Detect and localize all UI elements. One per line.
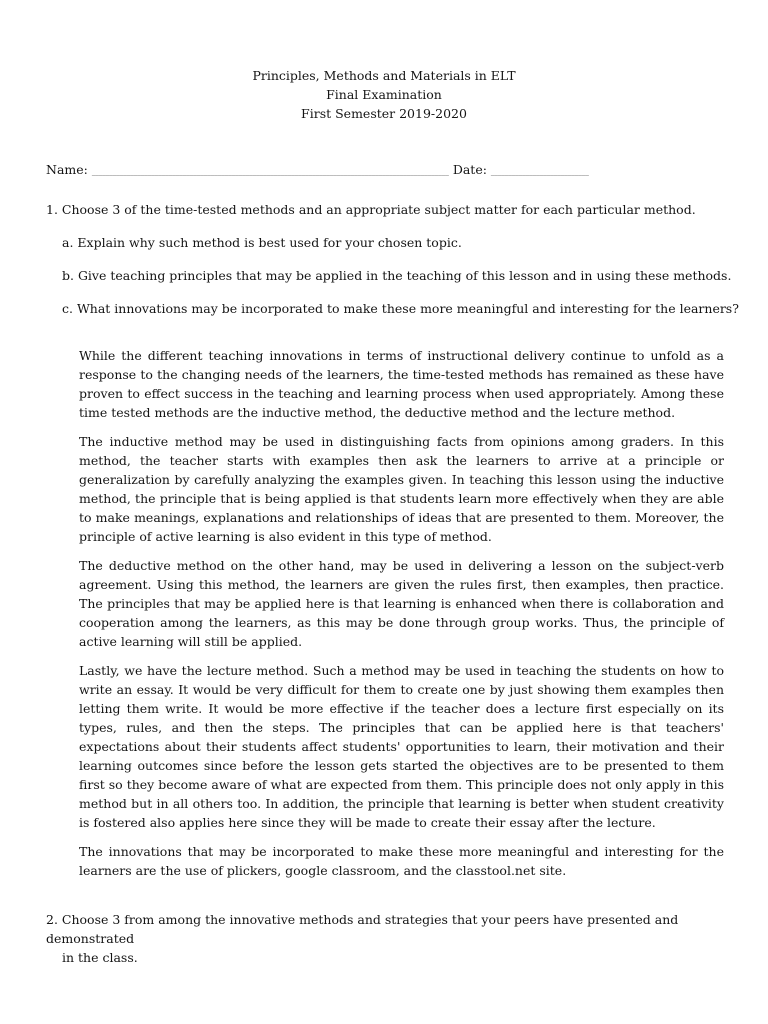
answer-paragraph: The deductive method on the other hand, may be used in delivering a lesson on the subject-verb agreement. Using this method, the learners are given the rules first, then examples, then practice. The principles that may be applied here is that learning is enhanced when there is collaboration and cooperation among the learners, as this may be done through group works. Thus, the principle of active learning will still be applied. (79, 558, 724, 649)
course-title: Principles, Methods and Materials in ELT (252, 68, 516, 83)
answer-paragraph: The innovations that may be incorporated to make these more meaningful and interesting for the learners are the use of plickers, google classroom, and the classtool.net site. (79, 844, 724, 878)
question-1c: c. What innovations may be incorporated to make these more meaningful and interesting for the learners? (62, 301, 739, 316)
exam-header (0, 66, 768, 123)
date-field[interactable]: ____________________________ (490, 168, 589, 176)
exam-title: Final Examination (326, 87, 442, 102)
answer-paragraph: Lastly, we have the lecture method. Such a method may be used in teaching the students on how to write an essay. It would be very difficult for them to create one by just showing them examples then letting them write. It would be more effective if the teacher does a lecture first especially on its types, rules, and then the steps. The principles that can be applied here is that teachers' expectations about their students affect students' opportunities to learn, their motivation and their learning outcomes since before the lesson gets started the objectives are to be presented to them first so they become aware of what are expected from them. This principle does not only apply in this method but in all others too. In addition, the principle that learning is better when student creativity is fostered also applies here since they will be made to create their essay after the lecture. (79, 663, 724, 830)
name-label: Name: (46, 162, 88, 177)
question-2 (46, 910, 726, 967)
date-label: Date: (452, 162, 487, 177)
question-1b: b. Give teaching principles that may be applied in the teaching of this lesson and in using these methods. (62, 268, 732, 283)
name-date-row (46, 162, 686, 177)
question-2-line1: 2. Choose 3 from among the innovative methods and strategies that your peers have presented and demonstrated (46, 912, 679, 946)
answer-paragraph: While the different teaching innovations in terms of instructional delivery continue to unfold as a response to the changing needs of the learners, the time-tested methods has remained as these have proven to effect success in the teaching and learning process when used appropriately. Among these time tested methods are the inductive method, the deductive method and the lecture method. (79, 348, 724, 420)
semester-label: First Semester 2019-2020 (301, 106, 467, 121)
name-field[interactable]: ______________________________________________________________________________________________________ (91, 168, 449, 176)
answer-block (79, 346, 724, 890)
question-1a: a. Explain why such method is best used for your chosen topic. (62, 235, 462, 250)
question-2-line2: in the class. (62, 950, 138, 965)
question-1: 1. Choose 3 of the time-tested methods and an appropriate subject matter for each particular method. (46, 202, 696, 217)
answer-paragraph: The inductive method may be used in distinguishing facts from opinions among graders. In this method, the teacher starts with examples then ask the learners to arrive at a principle or generalization by carefully analyzing the examples given. In teaching this lesson using the inductive method, the principle that is being applied is that students learn more effectively when they are able to make meanings, explanations and relationships of ideas that are presented to them. Moreover, the principle of active learning is also evident in this type of method. (79, 434, 724, 544)
